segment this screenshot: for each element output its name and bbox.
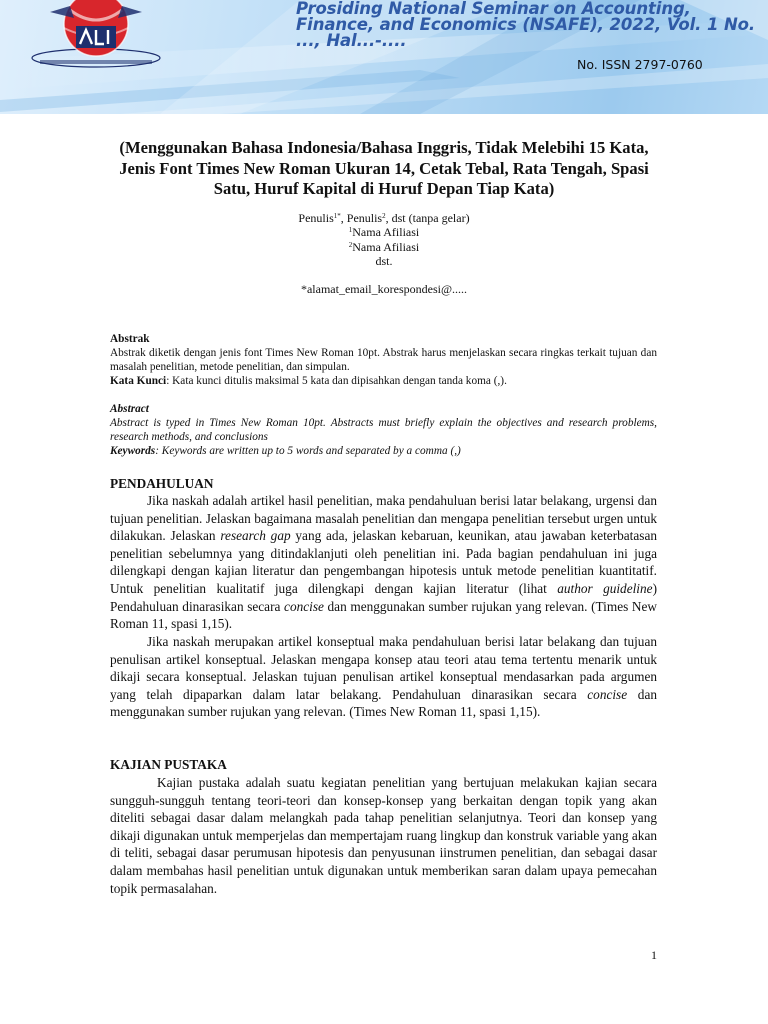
abstract-id-text: Abstrak diketik dengan jenis font Times New Roman 10pt. Abstrak harus menjelaskan secara ringkas terkait tujuan dan masalah penelitian, metode penelitian, dan simpulan. bbox=[110, 347, 657, 373]
literature-review-paragraph: Kajian pustaka adalah suatu kegiatan penelitian yang bertujuan melakukan kajian secara sungguh-sungguh tentang teori-teori dan konsep-konsep yang berkaitan dengan topik yang akan diteliti sebagai dasar dalam melangkah pada tahap penelitian selanjutnya. Teori dan konsep yang dikaji digunakan untuk memperjelas dan mempertajam ruang lingkup dan konstruk variable yang akan di teliti, sebagai dasar perumusan hipotesis dan penyusunan iinstrumen penelitian, dan sebagai dasar dalam membahas hasil penelitian untuk digunakan untuk memberikan saran dalam upaya pemecahan topik permasalahan. bbox=[110, 775, 657, 896]
intro-p2-part-a: Jika naskah merupakan artikel konseptual maka pendahuluan berisi latar belakang dan tujuan penulisan artikel konseptual. Jelaskan mengapa konsep atau teori atau tema tertentu menarik untuk dikaji secara konseptual. Jelaskan tujuan penulisan artikel konseptual mendasarkan pada argumen yang telah dipaparkan dalam latar belakang. Pendahuluan dinarasikan secara bbox=[110, 634, 657, 702]
corresponding-email: *alamat_email_korespondesi@..... bbox=[300, 281, 467, 296]
keywords-en-text: : Keywords are written up to 5 words and separated by a comma (,) bbox=[155, 445, 461, 457]
keywords-id-text: : Kata kunci ditulis maksimal 5 kata dan dipisahkan dengan tanda koma (,). bbox=[166, 375, 507, 387]
abstract-indonesian bbox=[110, 332, 657, 388]
affiliation-1-name: Nama Afiliasi bbox=[352, 225, 420, 240]
author-block bbox=[110, 211, 658, 296]
keywords-en-label: Keywords bbox=[110, 445, 156, 457]
abstract-id-heading: Abstrak bbox=[110, 333, 150, 345]
intro-p1-part-a: Jika naskah adalah artikel hasil penelitian, maka pendahuluan berisi latar belakang, urgensi dan tujuan penelitian. Jelaskan bagaimana masalah penelitian dan mengapa penelitian tersebut urgen untuk dilakukan. Jelaskan bbox=[110, 493, 657, 544]
affiliation-1-sup: 1 bbox=[348, 226, 353, 235]
intro-p1-emphasis-3: concise bbox=[284, 598, 324, 614]
author-rest: , dst (tanpa gelar) bbox=[385, 211, 470, 225]
abstract-en-text: Abstract is typed in Times New Roman 10pt. Abstracts must briefly explain the objectives and research problems, research methods, and conclusions bbox=[110, 417, 657, 443]
affiliation-2 bbox=[110, 240, 658, 254]
intro-p1-part-b: yang ada, jelaskan kebaruan, keunikan, atau jawaban keterbatasan penelitian sebelumnya yang ditindaklanjuti oleh penelitian ini. Pada bagian pendahuluan ini juga dilengkapi dengan kajian literatur dan pengembangan hipotesis untuk metode penelitian kuantitatif. Untuk penelitian kualitatif juga dilengkapi dengan kajian literatur (lihat bbox=[110, 528, 658, 596]
journal-name: Prosiding National Seminar on Accounting, Finance, and Economics (NSAFE), 2022, Vol. 1 No. ..., Hal...-.... bbox=[296, 0, 756, 50]
nsafe-logo bbox=[30, 0, 162, 70]
keywords-id-label: Kata Kunci bbox=[110, 375, 167, 387]
issn-number: No. ISSN 2797-0760 bbox=[577, 57, 703, 72]
intro-paragraph-2 bbox=[110, 633, 657, 721]
author-1-sup: 1* bbox=[333, 212, 341, 220]
author-line bbox=[110, 211, 658, 225]
page-number: 1 bbox=[651, 948, 657, 962]
intro-p1-part-d: dan menggunakan sumber rujukan yang relevan. (Times New Roman 11, spasi 1,15). bbox=[110, 598, 657, 632]
section-heading-literature-review: KAJIAN PUSTAKA bbox=[110, 757, 227, 772]
section-heading-introduction: PENDAHULUAN bbox=[110, 476, 214, 491]
abstract-en-heading: Abstract bbox=[110, 403, 149, 415]
author-2-name: Penulis bbox=[346, 211, 383, 225]
affiliation-2-sup: 2 bbox=[348, 240, 353, 249]
affiliation-etc: dst. bbox=[375, 254, 393, 269]
intro-p2-emphasis-1: concise bbox=[587, 686, 628, 702]
keywords-id bbox=[110, 374, 657, 388]
author-2-sup: 2 bbox=[382, 212, 386, 220]
author-1-name: Penulis bbox=[298, 211, 334, 225]
intro-paragraph-1 bbox=[110, 492, 657, 633]
intro-p1-part-c: ) Pendahuluan dinarasikan secara bbox=[110, 580, 657, 614]
abstract-english bbox=[110, 402, 657, 458]
paper-title: (Menggunakan Bahasa Indonesia/Bahasa Inggris, Tidak Melebihi 15 Kata, Jenis Font Times New Roman Ukuran 14, Cetak Tebal, Rata Tengah, Spasi Satu, Huruf Kapital di Huruf Depan Tiap Kata) bbox=[119, 138, 649, 198]
keywords-en bbox=[110, 444, 657, 458]
intro-p1-emphasis-2: author guideline bbox=[557, 580, 653, 596]
affiliation-2-name: Nama Afiliasi bbox=[352, 239, 420, 254]
intro-p2-part-b: dan menggunakan sumber rujukan yang relevan. (Times New Roman 11, spasi 1,15). bbox=[110, 686, 657, 720]
author-separator: , bbox=[340, 211, 347, 225]
intro-p1-emphasis-1: research gap bbox=[220, 528, 291, 544]
header-banner bbox=[0, 0, 768, 114]
affiliation-1 bbox=[110, 225, 658, 239]
logo-emblem-icon bbox=[30, 0, 162, 70]
